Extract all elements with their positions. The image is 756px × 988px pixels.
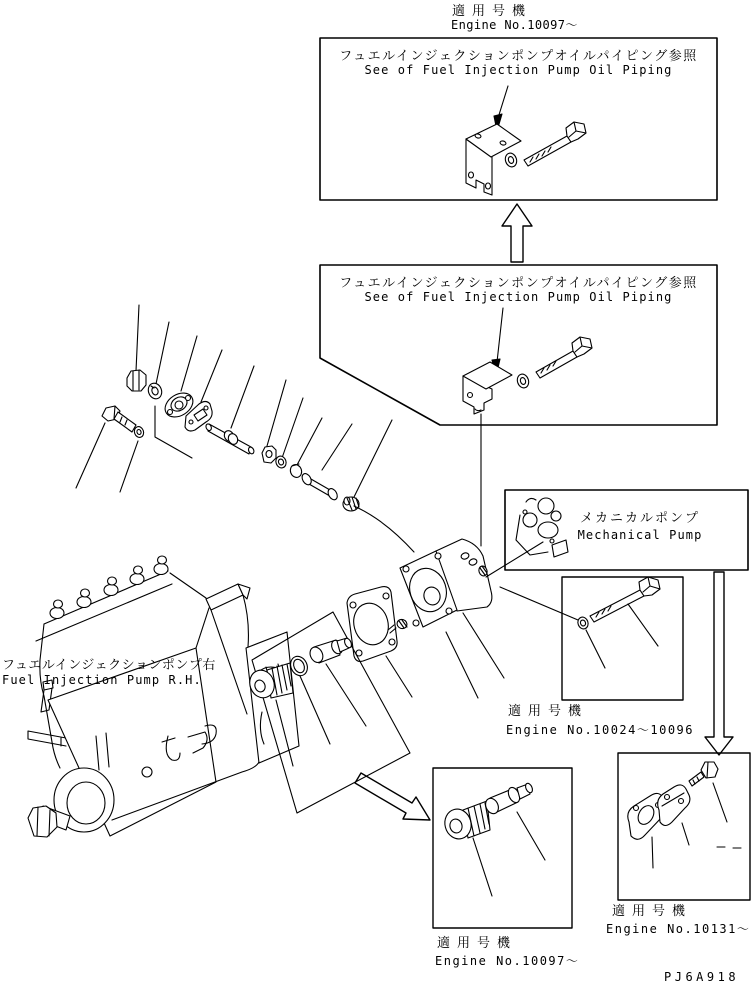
header-engine-range: Engine No.10097～: [451, 18, 578, 32]
hex-nut-2: [262, 446, 276, 463]
bolt-kit-box-frame: [562, 577, 683, 700]
header-applicability-jp: 適用号機: [452, 4, 533, 19]
pump-label-jp: フュエルインジェクションポンプ右: [2, 658, 216, 673]
leader-lines-fan: [76, 305, 392, 497]
pump-label-en: Fuel Injection Pump R.H.: [2, 673, 202, 687]
bolt-kit-engine-range: Engine No.10024～10096: [506, 723, 694, 737]
ref-note-mid-en: See of Fuel Injection Pump Oil Piping: [364, 290, 673, 304]
threaded-adapter-2: [483, 782, 534, 816]
drawing-code: PJ6A918: [664, 970, 740, 984]
up-arrow-icon: [502, 204, 532, 262]
coupling-kit-engine-range: Engine No.10097～: [435, 954, 580, 968]
bolt-top-box: [524, 122, 586, 166]
coupling-kit-parts: [442, 782, 545, 896]
sleeve: [300, 472, 339, 501]
control-rod: [205, 423, 255, 455]
washer-mid-box: [516, 373, 531, 390]
down-arrow-icon: [705, 572, 733, 755]
cover-plate: [658, 785, 690, 826]
ref-note-mid-jp: フュエルインジェクションポンプオイルパイピング参照: [339, 276, 698, 291]
oil-piping-bracket-mid: [463, 362, 512, 414]
ref-note-top-en: See of Fuel Injection Pump Oil Piping: [364, 63, 673, 77]
coupling-kit-applicability-jp: 適用号機: [437, 936, 518, 951]
bolt-kit-applicability-jp: 適用号機: [508, 704, 589, 719]
ref-note-top-jp: フュエルインジェクションポンプオイルパイピング参照: [339, 49, 698, 64]
pump-adapter-housing: [388, 539, 492, 633]
cover-kit-applicability-jp: 適用号機: [612, 904, 693, 919]
coupling-2: [442, 801, 490, 842]
bolt-left: [102, 406, 136, 432]
cover-kit-engine-range: Engine No.10131～: [606, 922, 751, 936]
lock-washer: [146, 381, 164, 400]
mechanical-pump-label-jp: メカニカルポンプ: [579, 511, 700, 526]
cover-kit-parts: [628, 762, 741, 868]
threaded-adapter: [308, 637, 353, 664]
washer-top-box: [504, 152, 519, 169]
bolt-mid-box: [536, 337, 592, 378]
adapter-gasket: [347, 587, 412, 697]
hex-nut: [127, 370, 146, 391]
flow-arrow-icon: [355, 773, 430, 820]
mechanical-pump-label-en: Mechanical Pump: [577, 528, 703, 542]
spring-washer: [289, 463, 304, 479]
delivery-valves: [50, 556, 168, 619]
cover-bolt: [689, 762, 718, 786]
plug: [343, 497, 359, 511]
coupling-kit-box-frame: [433, 768, 572, 928]
bolt-kit-parts: [576, 577, 660, 668]
